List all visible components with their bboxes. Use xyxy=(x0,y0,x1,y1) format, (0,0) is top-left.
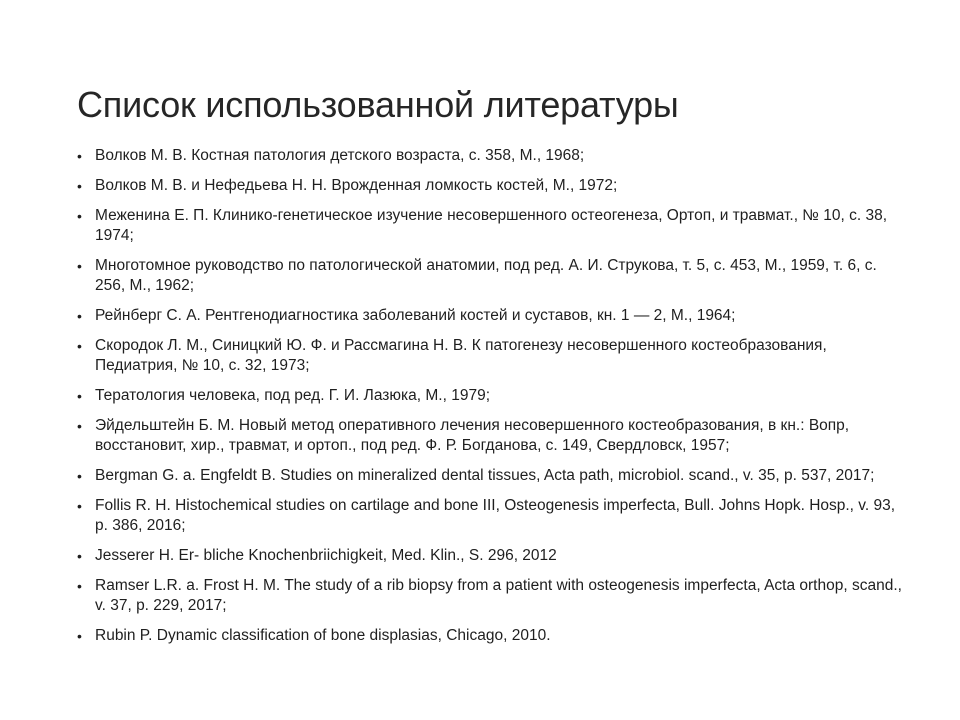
reference-item xyxy=(77,386,907,406)
reference-text: Bergman G. a. Engfeldt B. Studies on mineralized dental tissues, Acta path, microbiol. scand., v. 35, p. 537, 2017; xyxy=(95,467,875,484)
bullet-icon: • xyxy=(77,628,82,644)
reference-text: Rubin P. Dynamic classification of bone displasias, Chicago, 2010. xyxy=(95,627,551,644)
reference-text: Рейнберг С. А. Рентгенодиагностика заболеваний костей и суставов, кн. 1 — 2, М., 1964; xyxy=(95,307,736,324)
bullet-icon: • xyxy=(77,468,82,484)
reference-text: Jesserer H. Er- bliche Knochenbriichigkeit, Med. Klin., S. 296, 2012 xyxy=(95,547,557,564)
reference-item xyxy=(77,256,907,296)
bullet-icon: • xyxy=(77,418,82,434)
bullet-icon: • xyxy=(77,308,82,324)
reference-item xyxy=(77,466,907,486)
reference-item xyxy=(77,336,907,376)
bullet-icon: • xyxy=(77,258,82,274)
reference-item xyxy=(77,306,907,326)
reference-text: Волков М. В. Костная патология детского возраста, с. 358, М., 1968; xyxy=(95,147,585,164)
reference-text: Многотомное руководство по патологической анатомии, под ред. А. И. Струкова, т. 5, с. 453, М., 1959, т. 6, с. 256, М., 1962; xyxy=(95,257,877,294)
reference-item xyxy=(77,206,907,246)
reference-text: Меженина Е. П. Клинико-генетическое изучение несовершенного остеогенеза, Ортоп, и травмат., № 10, с. 38, 1974; xyxy=(95,207,887,244)
bullet-icon: • xyxy=(77,578,82,594)
reference-item xyxy=(77,546,907,566)
bullet-icon: • xyxy=(77,178,82,194)
reference-item xyxy=(77,576,907,616)
bullet-icon: • xyxy=(77,388,82,404)
reference-text: Тератология человека, под ред. Г. И. Лазюка, М., 1979; xyxy=(95,387,491,404)
slide-title: Список использованной литературы xyxy=(77,84,679,125)
bullet-icon: • xyxy=(77,338,82,354)
reference-text: Эйдельштейн Б. М. Новый метод оперативного лечения несовершенного костеобразования, в кн.: Вопр, восстановит, хир., травмат, и ортоп., под ред. Ф. Р. Богданова, с. 149, Свердловск, 1957; xyxy=(95,417,850,454)
reference-text: Скородок Л. М., Синицкий Ю. Ф. и Рассмагина Н. В. К патогенезу несовершенного костеобразования, Педиатрия, № 10, с. 32, 1973; xyxy=(95,337,827,374)
bullet-icon: • xyxy=(77,148,82,164)
reference-list xyxy=(77,146,907,656)
reference-item xyxy=(77,626,907,646)
reference-item xyxy=(77,146,907,166)
reference-item xyxy=(77,496,907,536)
reference-text: Follis R. H. Histochemical studies on cartilage and bone III, Osteogenesis imperfecta, Bull. Johns Hopk. Hosp., v. 93, p. 386, 2016; xyxy=(95,497,896,534)
reference-item xyxy=(77,416,907,456)
reference-item xyxy=(77,176,907,196)
bullet-icon: • xyxy=(77,498,82,514)
reference-text: Ramser L.R. a. Frost H. M. The study of a rib biopsy from a patient with osteogenesis imperfecta, Acta orthop, scand., v. 37, p. 229, 2017; xyxy=(95,577,902,614)
bullet-icon: • xyxy=(77,548,82,564)
bullet-icon: • xyxy=(77,208,82,224)
reference-text: Волков М. В. и Нефедьева Н. Н. Врожденная ломкость костей, М., 1972; xyxy=(95,177,618,194)
